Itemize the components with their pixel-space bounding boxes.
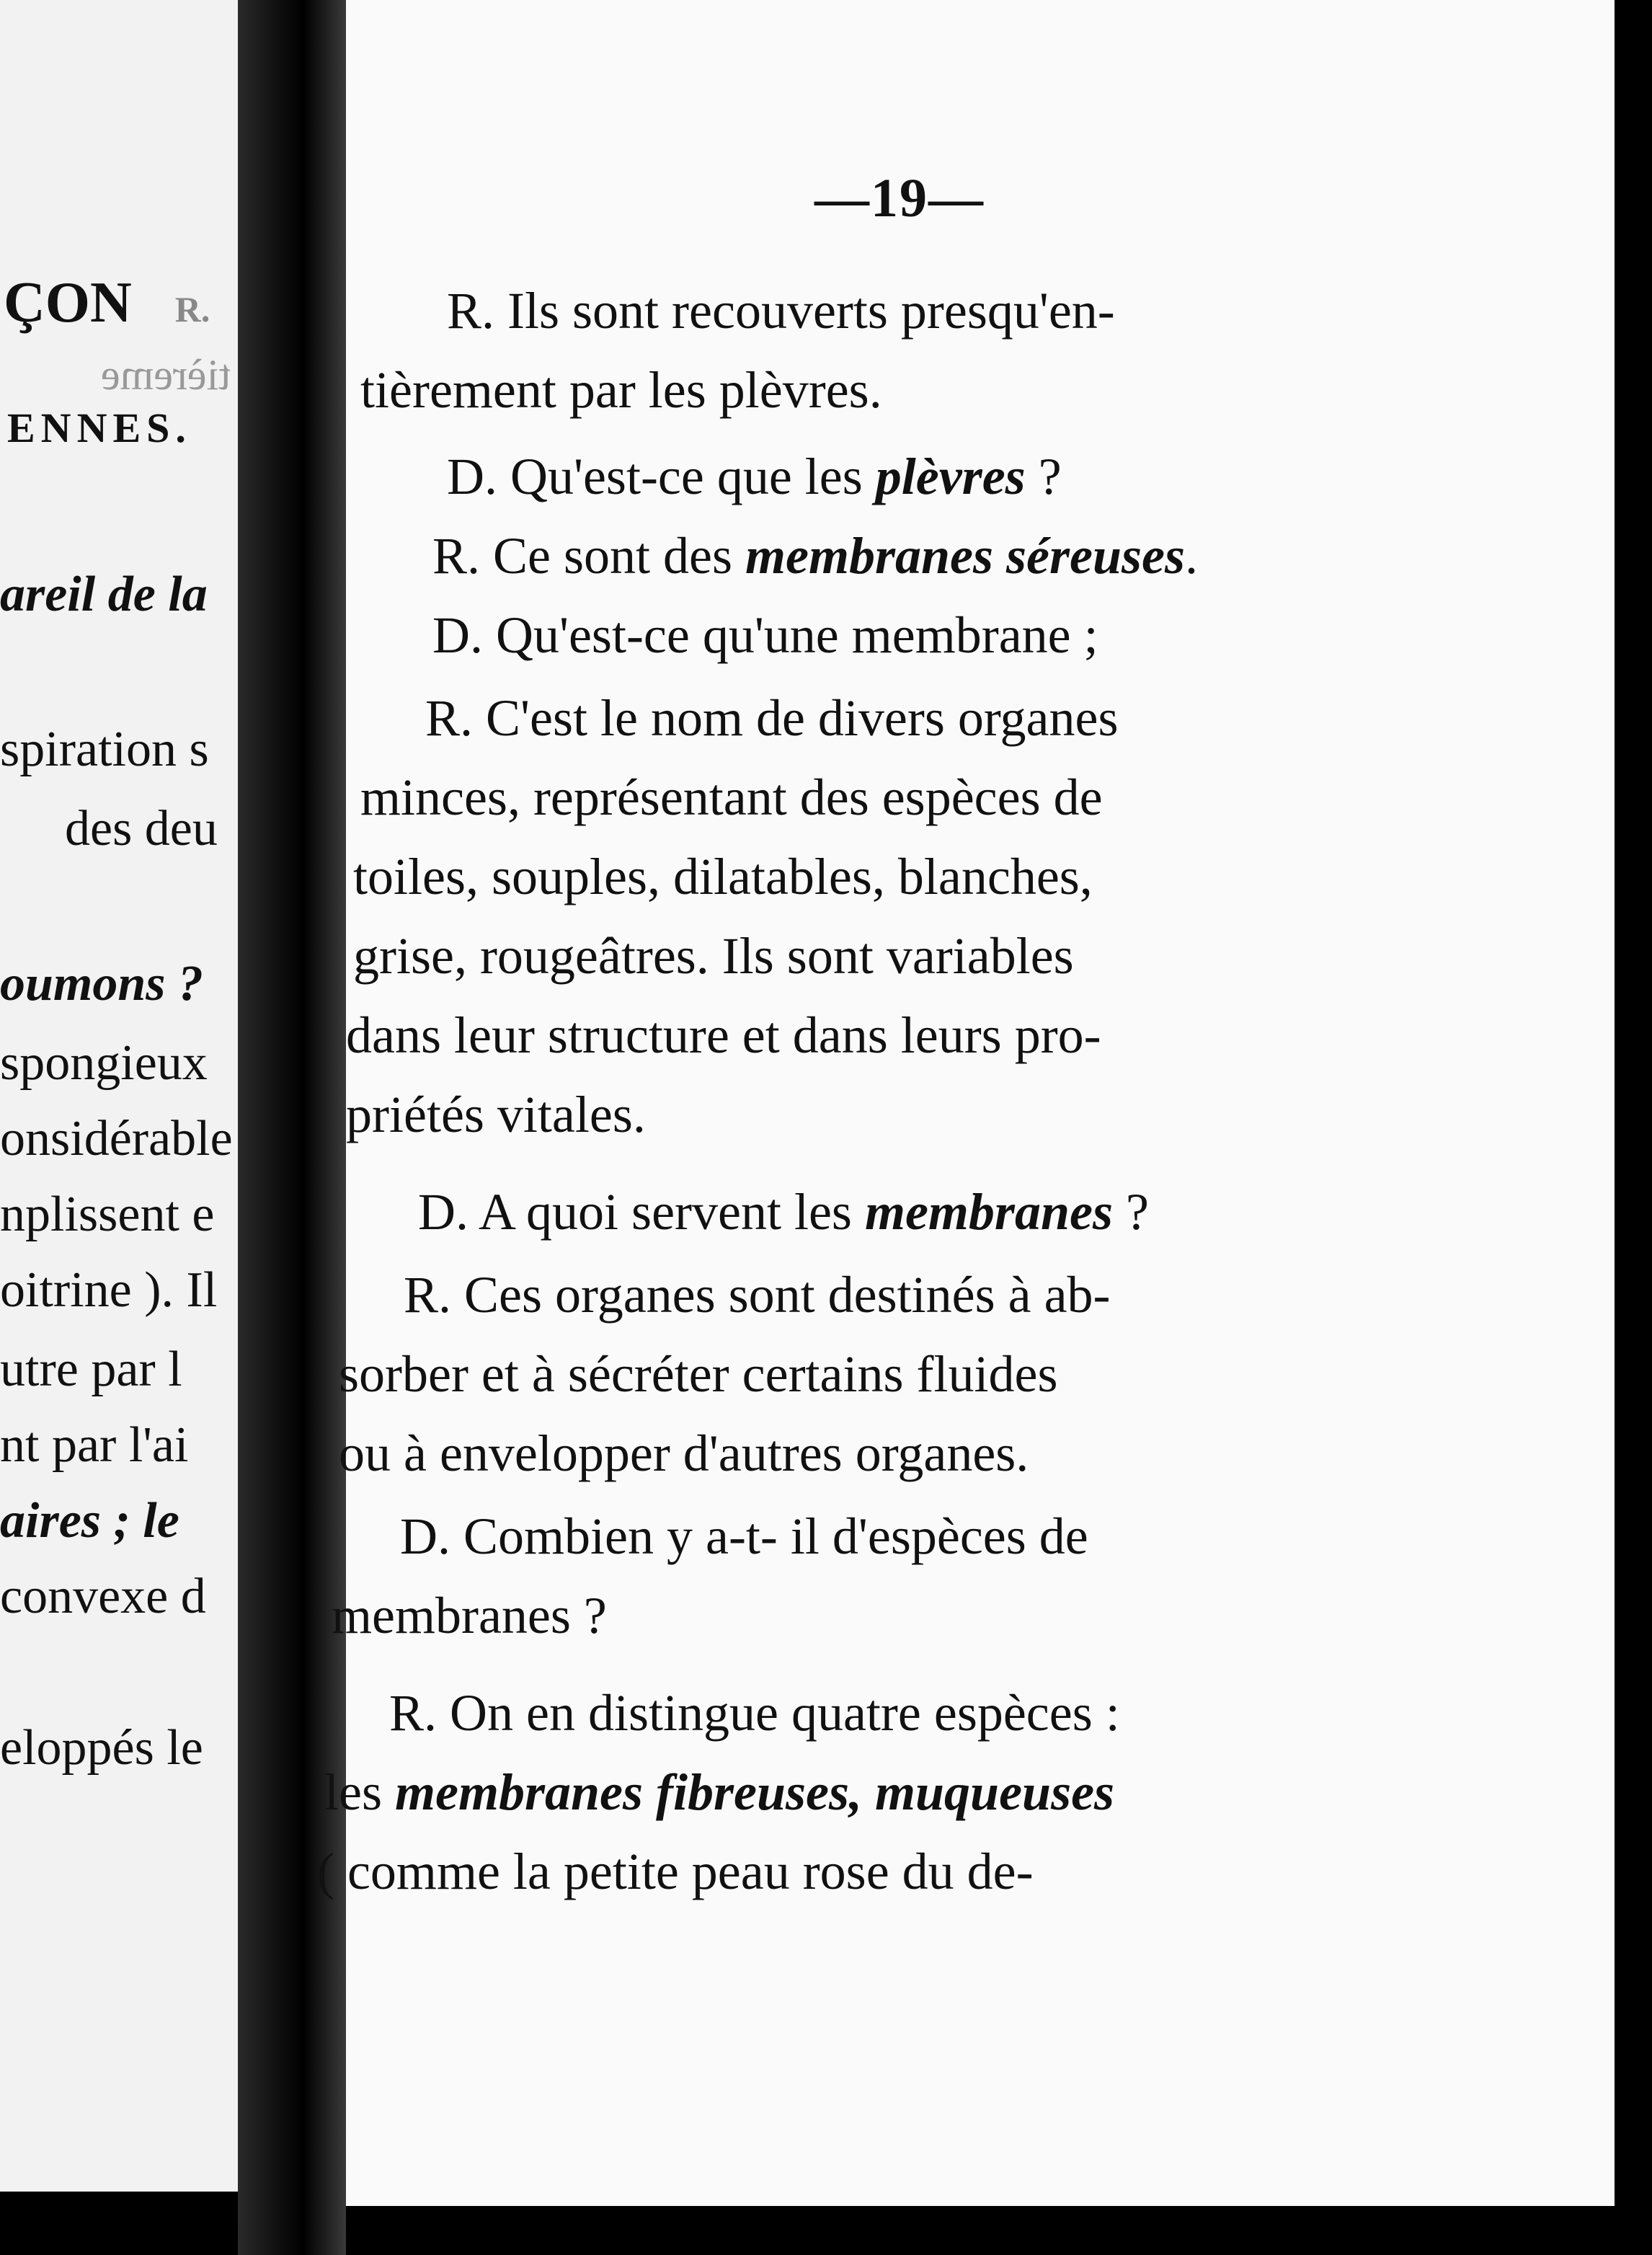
text-line — [400, 1507, 1088, 1565]
left-line-7 — [0, 956, 204, 1011]
left-line-8 — [0, 1035, 208, 1091]
left-line-text: onsidérable — [0, 1111, 233, 1166]
book-gutter — [238, 0, 346, 2255]
text-line — [332, 1587, 607, 1644]
left-line-text: convexe d — [0, 1569, 206, 1624]
line-text: D. Combien y a-t- il d'espèces de — [400, 1507, 1088, 1565]
text-line — [418, 1183, 1149, 1241]
text-line — [389, 1684, 1120, 1742]
left-line-5 — [0, 722, 209, 777]
line-text: toiles, souples, dilatables, blanches, — [353, 848, 1093, 905]
line-text: R. Ce sont des — [432, 527, 746, 585]
line-text: R. On en distingue quatre espèces : — [389, 1684, 1120, 1742]
text-line — [360, 361, 882, 419]
italic-term: plèvres — [875, 448, 1026, 505]
text-line — [353, 927, 1074, 985]
left-line-10 — [0, 1189, 214, 1240]
line-text: ? — [1025, 448, 1062, 505]
left-line-text: ÇON — [4, 271, 132, 335]
italic-term: membranes — [864, 1183, 1113, 1241]
left-line-text: eloppés le — [0, 1720, 203, 1776]
text-line — [353, 848, 1093, 905]
italic-term: membranes fibreuses, muqueuses — [394, 1763, 1115, 1821]
left-line-15 — [0, 1569, 206, 1624]
text-line — [339, 1425, 1029, 1482]
left-page — [0, 0, 241, 2192]
line-text: R. C'est le nom de divers organes — [425, 689, 1119, 747]
left-line-text: des deu — [65, 801, 218, 856]
line-text: D. Qu'est-ce qu'une membrane ; — [432, 606, 1098, 664]
left-line-11 — [0, 1262, 218, 1318]
left-line-text: nplissent e — [0, 1187, 215, 1242]
left-line-text: aires ; le — [0, 1493, 179, 1549]
line-text: tièrement par les plèvres. — [360, 361, 882, 419]
left-line-16 — [0, 1720, 203, 1776]
left-line-text: areil de la — [0, 567, 208, 622]
text-line — [346, 1006, 1101, 1064]
text-line — [360, 768, 1103, 826]
text-line — [404, 1266, 1111, 1324]
line-text: membranes ? — [332, 1587, 607, 1644]
line-text: les — [324, 1763, 395, 1821]
left-line-text: oumons ? — [0, 956, 204, 1011]
text-line — [447, 448, 1062, 505]
text-line — [447, 282, 1115, 340]
line-text: sorber et à sécréter certains fluides — [339, 1345, 1058, 1403]
line-text: ? — [1112, 1183, 1149, 1241]
line-text: dans leur structure et dans leurs pro- — [346, 1006, 1101, 1064]
text-line — [432, 527, 1199, 585]
right-edge — [1615, 0, 1652, 2255]
text-line — [346, 1086, 646, 1143]
page-number: —19— — [814, 168, 985, 229]
left-line-text: tièreme — [101, 351, 231, 399]
line-text: D. Qu'est-ce que les — [447, 448, 876, 505]
text-line — [324, 1763, 1115, 1821]
text-line — [432, 606, 1098, 664]
left-line-14 — [0, 1493, 179, 1549]
text-line — [339, 1345, 1058, 1403]
line-text: priétés vitales. — [346, 1086, 646, 1143]
left-line-4 — [0, 567, 208, 622]
line-text: . — [1185, 527, 1199, 585]
line-text: ( comme la petite peau rose du de- — [317, 1843, 1034, 1900]
left-line-text: oitrine ). Il — [0, 1262, 218, 1318]
italic-term: membranes séreuses — [745, 527, 1186, 585]
left-line-12 — [0, 1344, 182, 1395]
line-text: grise, rougeâtres. Ils sont variables — [353, 927, 1074, 985]
text-line — [425, 689, 1119, 747]
left-line-text: spongieux — [0, 1035, 208, 1091]
left-line-text: spiration s — [0, 722, 209, 777]
left-line-3 — [7, 404, 192, 451]
line-text: ou à envelopper d'autres organes. — [339, 1425, 1029, 1482]
left-line-text: nt par l'ai — [0, 1417, 189, 1473]
left-line-extra: R. — [174, 289, 210, 329]
left-line-2 — [101, 351, 231, 399]
left-line-9 — [0, 1111, 233, 1166]
line-text: R. Ils sont recouverts presqu'en- — [447, 282, 1115, 340]
line-text: minces, représentant des espèces de — [360, 768, 1103, 826]
left-line-13 — [0, 1417, 189, 1473]
left-line-text: utre par l — [0, 1342, 182, 1397]
left-line-text: ENNES. — [7, 404, 192, 451]
left-line-1 — [4, 271, 210, 335]
line-text: R. Ces organes sont destinés à ab- — [404, 1266, 1111, 1324]
line-text: D. A quoi servent les — [418, 1183, 865, 1241]
left-line-6 — [65, 801, 218, 856]
text-line — [317, 1843, 1034, 1900]
